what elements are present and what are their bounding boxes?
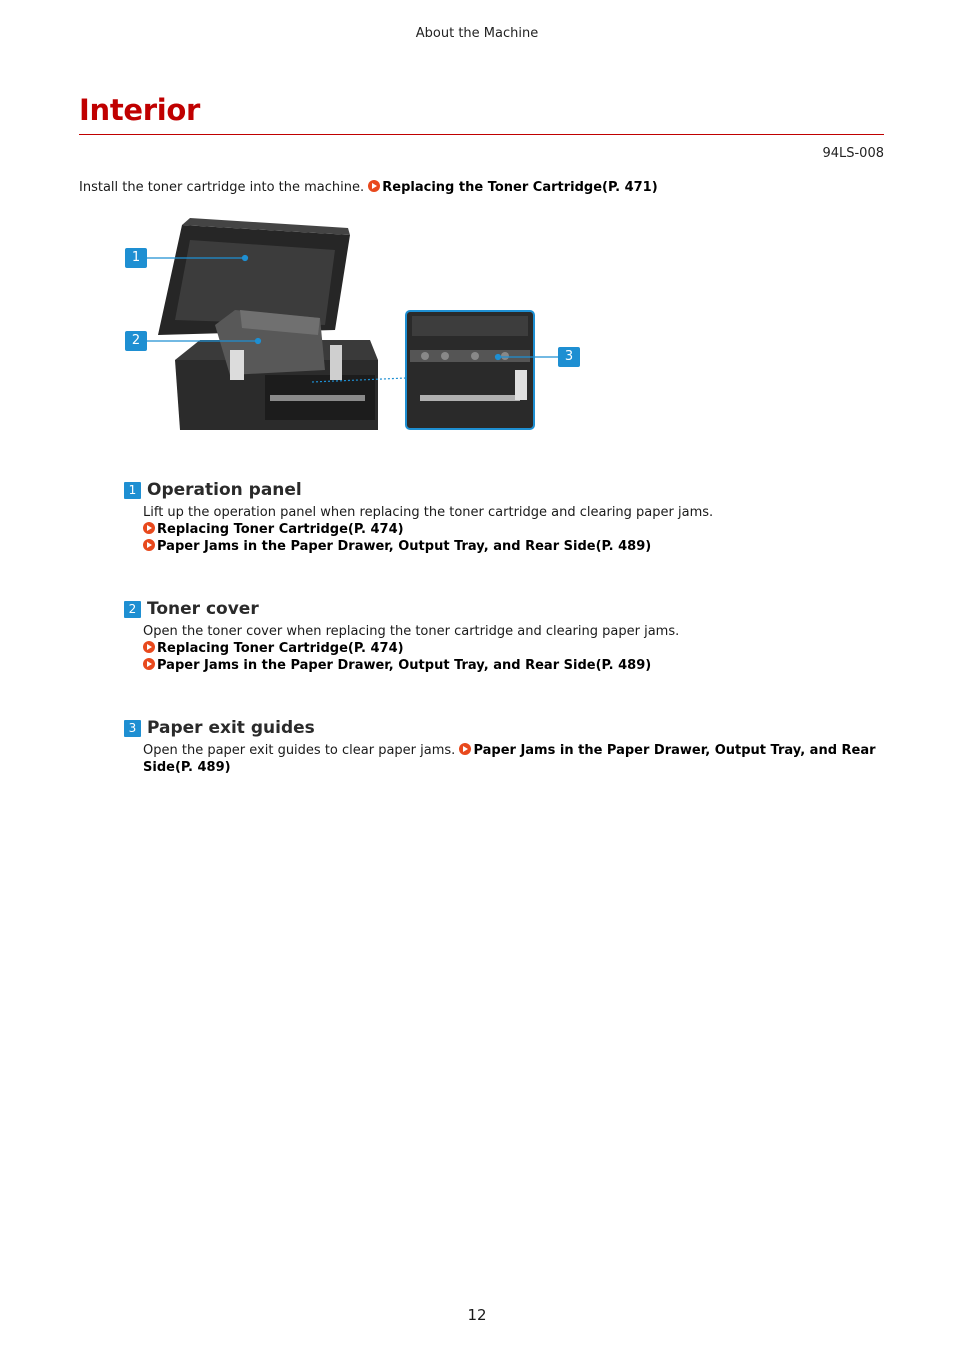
replacing-toner-cartridge-link[interactable] <box>143 521 713 538</box>
link-label: Replacing Toner Cartridge(P. 474) <box>157 641 404 656</box>
link-arrow-icon <box>368 180 380 192</box>
section-description: Open the paper exit guides to clear paper jams. <box>143 743 460 758</box>
link-arrow-icon <box>459 743 471 755</box>
replacing-toner-cartridge-link[interactable] <box>368 180 657 195</box>
link-arrow-icon <box>143 641 155 653</box>
page-number: 12 <box>467 1306 487 1324</box>
intro-text: Install the toner cartridge into the machine. <box>79 180 369 195</box>
link-label: Paper Jams in the Paper Drawer, Output Tray, and Rear Side(P. 489) <box>143 743 876 775</box>
title-divider <box>79 134 884 135</box>
section-title: Paper exit guides <box>147 718 315 738</box>
section-title: Operation panel <box>147 480 302 500</box>
section-operation-panel <box>124 479 713 555</box>
paper-jams-link[interactable] <box>143 538 713 555</box>
intro-paragraph <box>79 180 658 195</box>
running-header: About the Machine <box>415 26 539 41</box>
section-description: Lift up the operation panel when replacing the toner cartridge and clearing paper jams. <box>143 505 714 520</box>
section-toner-cover <box>124 598 679 674</box>
link-label: Paper Jams in the Paper Drawer, Output Tray, and Rear Side(P. 489) <box>157 539 652 554</box>
machine-illustration <box>120 210 590 440</box>
link-label: Replacing Toner Cartridge(P. 474) <box>157 522 404 537</box>
paper-jams-link[interactable] <box>143 657 679 674</box>
link-arrow-icon <box>143 522 155 534</box>
link-label: Paper Jams in the Paper Drawer, Output Tray, and Rear Side(P. 489) <box>157 658 652 673</box>
intro-link-label: Replacing the Toner Cartridge(P. 471) <box>382 180 658 195</box>
replacing-toner-cartridge-link[interactable] <box>143 640 679 657</box>
link-arrow-icon <box>143 539 155 551</box>
section-number-badge: 1 <box>124 482 141 499</box>
machine-interior-figure <box>120 210 590 440</box>
page-title: Interior <box>79 93 201 127</box>
callout-1: 1 <box>125 248 147 268</box>
section-number-badge: 3 <box>124 720 141 737</box>
section-title: Toner cover <box>147 599 259 619</box>
callout-3: 3 <box>558 347 580 367</box>
printer-body-drawing <box>158 218 378 430</box>
section-number-badge: 2 <box>124 601 141 618</box>
paper-exit-inset <box>406 311 534 429</box>
callout-2: 2 <box>125 331 147 351</box>
section-paper-exit-guides <box>124 717 884 776</box>
link-arrow-icon <box>143 658 155 670</box>
section-description: Open the toner cover when replacing the toner cartridge and clearing paper jams. <box>143 624 680 639</box>
document-code: 94LS-008 <box>822 146 884 161</box>
